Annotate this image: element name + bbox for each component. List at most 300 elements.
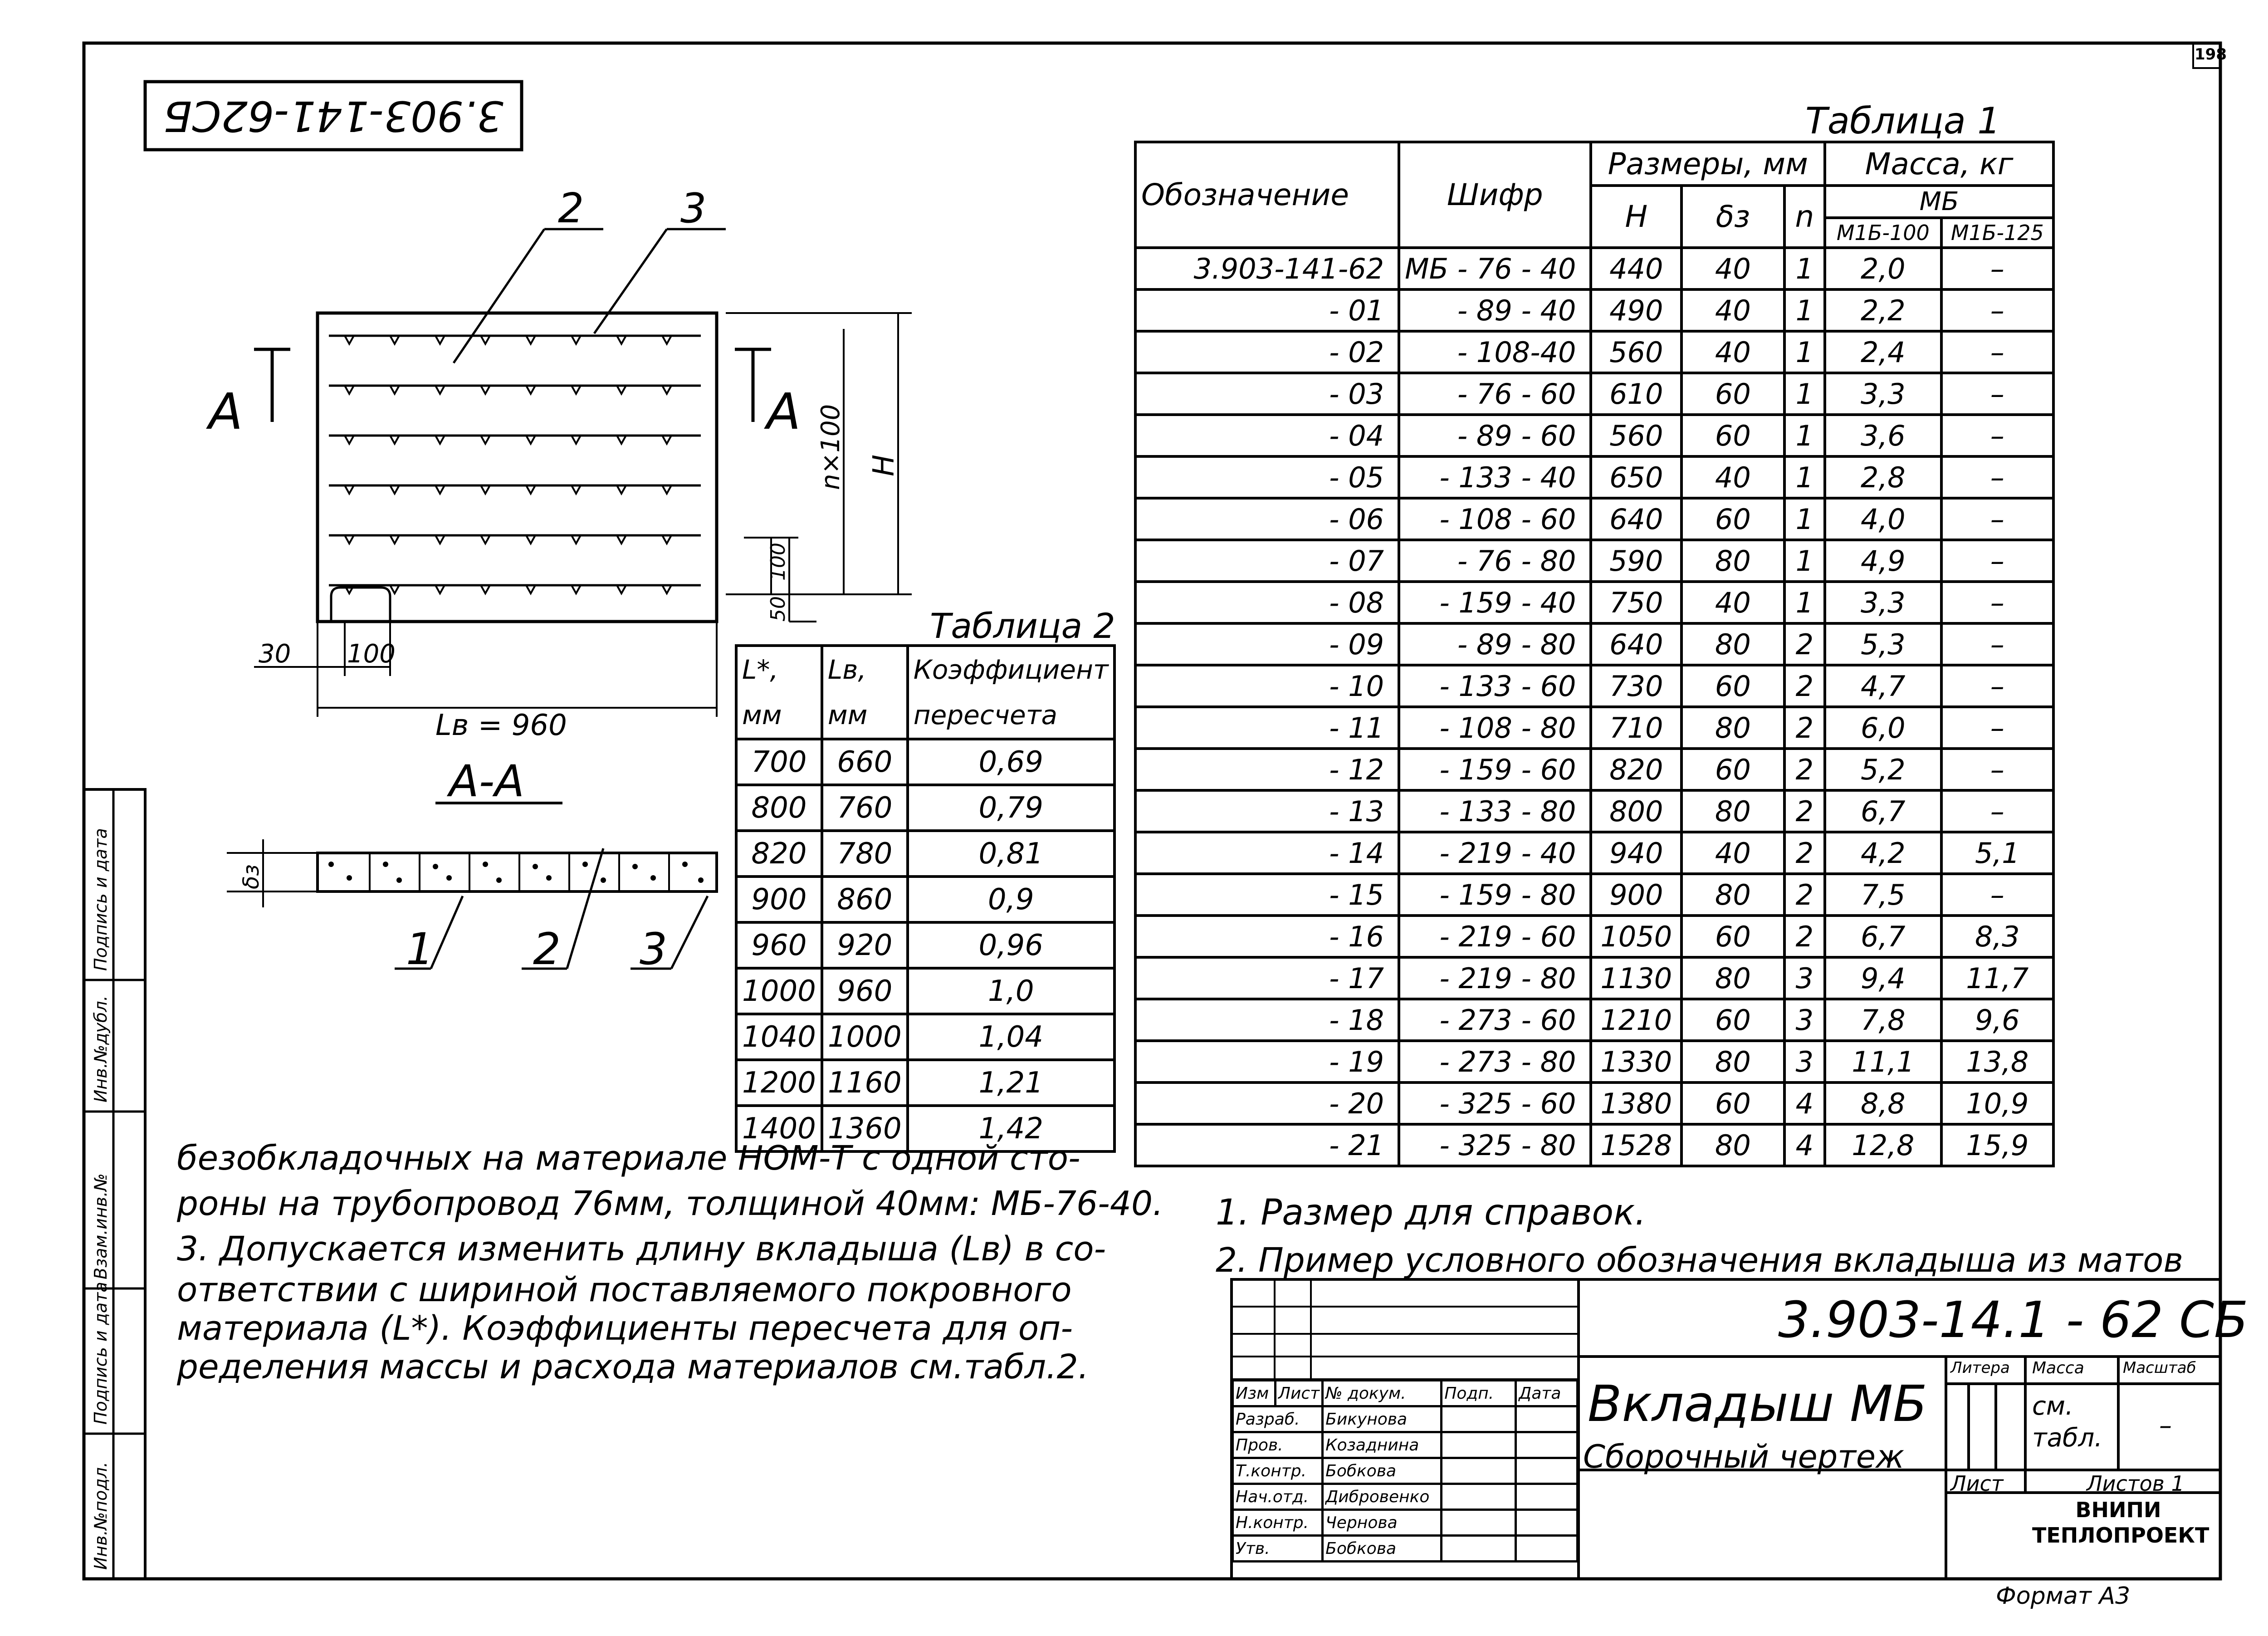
- table1-cell: –: [1941, 790, 2053, 832]
- table1-cell: - 16: [1135, 916, 1399, 957]
- table1-cell: 4,2: [1825, 832, 1941, 874]
- table1-cell: 80: [1681, 707, 1784, 749]
- table1-cell: –: [1941, 373, 2053, 415]
- stitch-ticks: [345, 336, 671, 593]
- section-label-left: А: [209, 382, 243, 441]
- table1-cell: –: [1941, 498, 2053, 540]
- title-block-name: Вкладыш МБ: [1588, 1375, 1927, 1433]
- table1-cell: –: [1941, 540, 2053, 582]
- table1-cell: 1: [1784, 373, 1825, 415]
- signature-row: [1233, 1458, 1578, 1484]
- table1-cell: - 108-40: [1399, 331, 1591, 373]
- table1-cell: 8,3: [1941, 916, 2053, 957]
- table1-cell: 1528: [1591, 1124, 1681, 1166]
- part-3: 3: [640, 924, 668, 975]
- signature-role: Пров.: [1233, 1432, 1323, 1458]
- note-left-2: роны на трубопровод 76мм, толщиной 40мм: МБ-76-40.: [177, 1184, 1163, 1223]
- tb-col-doc: № докум.: [1323, 1381, 1442, 1406]
- table2-row: [736, 785, 1114, 831]
- table1-row: [1135, 373, 2053, 415]
- table1-row: [1135, 916, 2053, 957]
- table1-cell: –: [1941, 415, 2053, 456]
- signature-role: Утв.: [1233, 1536, 1323, 1562]
- table1-cell: 40: [1681, 331, 1784, 373]
- th-mb: МБ: [1825, 186, 2053, 218]
- table2: [735, 644, 1116, 1153]
- table1-cell: - 133 - 60: [1399, 665, 1591, 707]
- table2-row: [736, 739, 1114, 785]
- side-label-sign-2: Подпись и дата: [91, 828, 111, 971]
- table1-cell: 560: [1591, 415, 1681, 456]
- table1-cell: 6,0: [1825, 707, 1941, 749]
- signature-person: Бикунова: [1323, 1406, 1442, 1432]
- table1-cell: 5,3: [1825, 623, 1941, 665]
- table1-cell: 3,3: [1825, 373, 1941, 415]
- table1-cell: 650: [1591, 456, 1681, 498]
- table1-row: [1135, 289, 2053, 331]
- th-mb100: М1Б-100: [1825, 218, 1941, 248]
- note-left-1: безобкладочных на материале НОМ-Т с одной сто-: [177, 1139, 1080, 1178]
- title-block-subtitle: Сборочный чертеж: [1583, 1438, 1905, 1475]
- table2-cell: 1000: [736, 968, 822, 1014]
- table2-cell: 1,42: [908, 1106, 1114, 1151]
- table1-cell: МБ - 76 - 40: [1399, 248, 1591, 289]
- table1-cell: 3,6: [1825, 415, 1941, 456]
- table1-cell: - 89 - 60: [1399, 415, 1591, 456]
- table1-cell: 40: [1681, 582, 1784, 623]
- table1-cell: 80: [1681, 1124, 1784, 1166]
- table1-row: [1135, 1083, 2053, 1124]
- table1-cell: - 07: [1135, 540, 1399, 582]
- table1-cell: 60: [1681, 749, 1784, 790]
- signature-table: [1232, 1379, 1579, 1563]
- tb-col-sign: Подп.: [1442, 1381, 1516, 1406]
- signature-cell: [1442, 1432, 1516, 1458]
- page-number: 198: [2195, 45, 2227, 64]
- table2-row: [736, 1060, 1114, 1106]
- tb-scale: Масштаб: [2123, 1359, 2196, 1377]
- table1-cell: 4: [1784, 1124, 1825, 1166]
- side-label-inv: Инв.№подл.: [91, 1461, 111, 1570]
- table1-row: [1135, 832, 2053, 874]
- note-left-4: ответствии с шириной поставляемого покровного: [177, 1270, 1072, 1309]
- table1-cell: 40: [1681, 832, 1784, 874]
- th-designation: Обозначение: [1135, 142, 1399, 248]
- note-left-5: материала (L*). Коэффициенты пересчета для оп-: [177, 1309, 1073, 1348]
- table1-row: [1135, 582, 2053, 623]
- table1-cell: 2: [1784, 874, 1825, 916]
- table1-cell: - 11: [1135, 707, 1399, 749]
- table1-cell: 3.903-141-62: [1135, 248, 1399, 289]
- side-label-sign-1: Подпись и дата: [91, 1282, 111, 1425]
- table1-cell: 80: [1681, 540, 1784, 582]
- table2-cell: 900: [736, 877, 822, 922]
- dim-H: H: [867, 454, 901, 476]
- table1-cell: 5,1: [1941, 832, 2053, 874]
- table1-cell: 590: [1591, 540, 1681, 582]
- table2-cell: 0,69: [908, 739, 1114, 785]
- date-cell: [1516, 1432, 1578, 1458]
- th-mb125: М1Б-125: [1941, 218, 2053, 248]
- table2-row: [736, 1014, 1114, 1060]
- table1-cell: 1: [1784, 248, 1825, 289]
- dim-30: 30: [259, 639, 291, 669]
- table1-cell: 640: [1591, 498, 1681, 540]
- table1-cell: 60: [1681, 665, 1784, 707]
- t2-h-Lv: Lв,: [822, 646, 908, 692]
- table1-cell: 900: [1591, 874, 1681, 916]
- th-delta: δз: [1681, 186, 1784, 248]
- table1-cell: 4,0: [1825, 498, 1941, 540]
- table1-cell: - 273 - 80: [1399, 1041, 1591, 1083]
- table1-cell: 80: [1681, 874, 1784, 916]
- dim-100-horizontal: 100: [347, 639, 396, 669]
- signature-cell: [1442, 1458, 1516, 1484]
- date-cell: [1516, 1406, 1578, 1432]
- signature-cell: [1442, 1406, 1516, 1432]
- table1-cell: - 08: [1135, 582, 1399, 623]
- table2-cell: 960: [822, 968, 908, 1014]
- t2-h-L: L*,: [736, 646, 822, 692]
- table1-cell: 2,2: [1825, 289, 1941, 331]
- table1-cell: - 325 - 60: [1399, 1083, 1591, 1124]
- table2-cell: 860: [822, 877, 908, 922]
- table2-cell: 0,9: [908, 877, 1114, 922]
- table2-cell: 0,81: [908, 831, 1114, 877]
- table1-cell: 3: [1784, 999, 1825, 1041]
- part-2: 2: [533, 924, 561, 975]
- signature-row: [1233, 1432, 1578, 1458]
- table2-cell: 1160: [822, 1060, 908, 1106]
- table1-cell: - 04: [1135, 415, 1399, 456]
- tb-sheet: Лист: [1950, 1471, 2004, 1496]
- table2-cell: 0,79: [908, 785, 1114, 831]
- signature-row: [1233, 1510, 1578, 1536]
- table1-cell: 640: [1591, 623, 1681, 665]
- table1-cell: 1: [1784, 540, 1825, 582]
- table1-cell: - 325 - 80: [1399, 1124, 1591, 1166]
- table1-cell: 5,2: [1825, 749, 1941, 790]
- dim-n100: n×100: [816, 404, 846, 490]
- table1-cell: 1210: [1591, 999, 1681, 1041]
- table1-cell: - 159 - 80: [1399, 874, 1591, 916]
- table1-cell: 80: [1681, 623, 1784, 665]
- dim-100-vertical: 100: [767, 543, 790, 581]
- title-block-code: 3.903-14.1 - 62 СБ: [1778, 1291, 2248, 1349]
- section-title: А-А: [449, 756, 524, 807]
- tb-mass-value: см. табл.: [2032, 1391, 2103, 1453]
- table1-cell: 9,4: [1825, 957, 1941, 999]
- signature-role: Т.контр.: [1233, 1458, 1323, 1484]
- table1-row: [1135, 790, 2053, 832]
- table1-cell: - 01: [1135, 289, 1399, 331]
- table1-cell: - 21: [1135, 1124, 1399, 1166]
- table1-cell: - 05: [1135, 456, 1399, 498]
- tb-col-list: Лист: [1275, 1381, 1322, 1406]
- section-strip: [318, 853, 717, 891]
- table2-cell: 1040: [736, 1014, 822, 1060]
- table2-cell: 780: [822, 831, 908, 877]
- tb-col-izm: Изм: [1233, 1381, 1276, 1406]
- table1-cell: 560: [1591, 331, 1681, 373]
- table1-cell: 3,3: [1825, 582, 1941, 623]
- table1-cell: - 12: [1135, 749, 1399, 790]
- table2-cell: 1200: [736, 1060, 822, 1106]
- signature-row: [1233, 1484, 1578, 1510]
- table1-cell: - 09: [1135, 623, 1399, 665]
- table1-cell: 440: [1591, 248, 1681, 289]
- table1-cell: 80: [1681, 1041, 1784, 1083]
- table1-cell: 2: [1784, 623, 1825, 665]
- table1-cell: –: [1941, 331, 2053, 373]
- table1-cell: - 108 - 60: [1399, 498, 1591, 540]
- table1-cell: - 18: [1135, 999, 1399, 1041]
- signature-role: Н.контр.: [1233, 1510, 1323, 1536]
- table1-cell: 11,7: [1941, 957, 2053, 999]
- table1-cell: - 76 - 60: [1399, 373, 1591, 415]
- table1-cell: - 159 - 60: [1399, 749, 1591, 790]
- table1-cell: - 20: [1135, 1083, 1399, 1124]
- tb-sheets: Листов 1: [2087, 1471, 2185, 1496]
- table1-cell: 730: [1591, 665, 1681, 707]
- table1-cell: 3: [1784, 1041, 1825, 1083]
- signature-person: Дибровенко: [1323, 1484, 1442, 1510]
- table1-cell: 60: [1681, 916, 1784, 957]
- table1-cell: 60: [1681, 415, 1784, 456]
- date-cell: [1516, 1484, 1578, 1510]
- table1-cell: - 10: [1135, 665, 1399, 707]
- table1-cell: - 06: [1135, 498, 1399, 540]
- table1-cell: 3: [1784, 957, 1825, 999]
- table1-cell: - 133 - 40: [1399, 456, 1591, 498]
- part-1: 1: [406, 924, 434, 975]
- table1-cell: 1130: [1591, 957, 1681, 999]
- table1-cell: 10,9: [1941, 1083, 2053, 1124]
- tb-litera: Литера: [1950, 1359, 2010, 1377]
- signature-row: [1233, 1406, 1578, 1432]
- table1-row: [1135, 707, 2053, 749]
- table1-cell: –: [1941, 248, 2053, 289]
- table1-cell: - 159 - 40: [1399, 582, 1591, 623]
- table2-cell: 1400: [736, 1106, 822, 1151]
- table1-row: [1135, 540, 2053, 582]
- table2-cell: 1,0: [908, 968, 1114, 1014]
- table1-cell: 4,9: [1825, 540, 1941, 582]
- table1-cell: –: [1941, 582, 2053, 623]
- tb-mass: Масса: [2032, 1359, 2084, 1377]
- table1-cell: - 89 - 40: [1399, 289, 1591, 331]
- table1-cell: 1330: [1591, 1041, 1681, 1083]
- note-right-2: 2. Пример условного обозначения вкладыша из матов: [1216, 1241, 2183, 1280]
- table1-cell: 6,7: [1825, 916, 1941, 957]
- table2-cell: 1,21: [908, 1060, 1114, 1106]
- table1-row: [1135, 874, 2053, 916]
- date-cell: [1516, 1458, 1578, 1484]
- table1-cell: –: [1941, 665, 2053, 707]
- table1-cell: 40: [1681, 289, 1784, 331]
- table1-row: [1135, 415, 2053, 456]
- table1-row: [1135, 999, 2053, 1041]
- table1-cell: 60: [1681, 999, 1784, 1041]
- table1-cell: –: [1941, 874, 2053, 916]
- format-label: Формат А3: [1996, 1582, 2131, 1610]
- table1-cell: –: [1941, 707, 2053, 749]
- signature-cell: [1442, 1484, 1516, 1510]
- table1-row: [1135, 665, 2053, 707]
- table1-cell: 2,0: [1825, 248, 1941, 289]
- table2-cell: 0,96: [908, 922, 1114, 968]
- table1-cell: 4,7: [1825, 665, 1941, 707]
- table1: [1134, 141, 2055, 1167]
- table1-cell: 60: [1681, 1083, 1784, 1124]
- table2-cell: 800: [736, 785, 822, 831]
- table1-row: [1135, 498, 2053, 540]
- signature-cell: [1442, 1536, 1516, 1562]
- table2-cell: 1,04: [908, 1014, 1114, 1060]
- table1-cell: 2,8: [1825, 456, 1941, 498]
- table1-cell: 2: [1784, 707, 1825, 749]
- table1-cell: 15,9: [1941, 1124, 2053, 1166]
- table2-cell: 820: [736, 831, 822, 877]
- table1-cell: 7,5: [1825, 874, 1941, 916]
- table1-cell: 2: [1784, 790, 1825, 832]
- table1-cell: –: [1941, 623, 2053, 665]
- table1-cell: 610: [1591, 373, 1681, 415]
- table2-cell: 700: [736, 739, 822, 785]
- table2-caption: Таблица 2: [930, 606, 1115, 646]
- table1-cell: 2: [1784, 832, 1825, 874]
- th-mass: Масса, кг: [1825, 142, 2053, 186]
- table1-cell: –: [1941, 456, 2053, 498]
- table1-cell: 1: [1784, 415, 1825, 456]
- table1-cell: 11,1: [1825, 1041, 1941, 1083]
- table1-row: [1135, 623, 2053, 665]
- table1-cell: - 03: [1135, 373, 1399, 415]
- section-label-right: А: [767, 382, 801, 441]
- table1-cell: - 19: [1135, 1041, 1399, 1083]
- table1-cell: - 219 - 80: [1399, 957, 1591, 999]
- table1-cell: 940: [1591, 832, 1681, 874]
- table1-cell: 800: [1591, 790, 1681, 832]
- table1-cell: 490: [1591, 289, 1681, 331]
- t2-h-mm-1: мм: [736, 692, 822, 739]
- callout-2: 2: [558, 185, 584, 232]
- table1-cell: 12,8: [1825, 1124, 1941, 1166]
- table1-caption: Таблица 1: [1805, 100, 2001, 142]
- table1-cell: 2,4: [1825, 331, 1941, 373]
- side-label-dup: Инв.№дубл.: [91, 995, 111, 1102]
- dim-L: Lв = 960: [435, 709, 567, 742]
- table1-cell: - 219 - 40: [1399, 832, 1591, 874]
- note-left-6: ределения массы и расхода материалов см.табл.2.: [177, 1347, 1089, 1386]
- table1-cell: - 133 - 80: [1399, 790, 1591, 832]
- note-right-1: 1. Размер для справок.: [1216, 1192, 1646, 1233]
- table1-cell: 2: [1784, 749, 1825, 790]
- table1-cell: - 17: [1135, 957, 1399, 999]
- table1-cell: 750: [1591, 582, 1681, 623]
- table1-row: [1135, 1124, 2053, 1166]
- table1-cell: 1: [1784, 289, 1825, 331]
- table1-row: [1135, 957, 2053, 999]
- table1-cell: 80: [1681, 790, 1784, 832]
- table2-row: [736, 877, 1114, 922]
- table1-cell: –: [1941, 749, 2053, 790]
- table1-cell: 8,8: [1825, 1083, 1941, 1124]
- table1-cell: 1: [1784, 582, 1825, 623]
- table2-cell: 1000: [822, 1014, 908, 1060]
- signature-role: Разраб.: [1233, 1406, 1323, 1432]
- date-cell: [1516, 1510, 1578, 1536]
- table2-cell: 1360: [822, 1106, 908, 1151]
- table1-cell: 40: [1681, 456, 1784, 498]
- date-cell: [1516, 1536, 1578, 1562]
- table1-cell: 9,6: [1941, 999, 2053, 1041]
- table1-cell: 710: [1591, 707, 1681, 749]
- th-sizes: Размеры, мм: [1591, 142, 1825, 186]
- table1-cell: –: [1941, 289, 2053, 331]
- table2-cell: 760: [822, 785, 908, 831]
- table1-cell: 1: [1784, 331, 1825, 373]
- table1-cell: 60: [1681, 373, 1784, 415]
- table1-cell: 80: [1681, 957, 1784, 999]
- th-H: H: [1591, 186, 1681, 248]
- table1-cell: 1050: [1591, 916, 1681, 957]
- table2-cell: 660: [822, 739, 908, 785]
- table1-cell: 2: [1784, 916, 1825, 957]
- tb-scale-value: –: [2159, 1411, 2172, 1440]
- table1-cell: 1: [1784, 498, 1825, 540]
- th-code: Шифр: [1399, 142, 1591, 248]
- dim-50: 50: [767, 596, 790, 622]
- signature-person: Бобкова: [1323, 1536, 1442, 1562]
- table1-cell: - 15: [1135, 874, 1399, 916]
- signature-role: Нач.отд.: [1233, 1484, 1323, 1510]
- table1-row: [1135, 749, 2053, 790]
- table1-cell: 6,7: [1825, 790, 1941, 832]
- table2-cell: 920: [822, 922, 908, 968]
- table1-row: [1135, 248, 2053, 289]
- table1-row: [1135, 331, 2053, 373]
- signature-person: Бобкова: [1323, 1458, 1442, 1484]
- table1-cell: 820: [1591, 749, 1681, 790]
- table1-cell: - 76 - 80: [1399, 540, 1591, 582]
- table2-row: [736, 831, 1114, 877]
- table1-cell: 2: [1784, 665, 1825, 707]
- signature-person: Козаднина: [1323, 1432, 1442, 1458]
- mat-plan-view: [318, 313, 717, 622]
- table2-row: [736, 922, 1114, 968]
- signature-row: [1233, 1536, 1578, 1562]
- callout-3: 3: [680, 185, 707, 232]
- t2-h-coef: Коэффициент: [908, 646, 1114, 692]
- tb-org: ВНИПИ ТЕПЛОПРОЕКТ: [2032, 1498, 2209, 1548]
- stitch-lines: [329, 336, 701, 585]
- table1-cell: 4: [1784, 1083, 1825, 1124]
- table1-cell: - 14: [1135, 832, 1399, 874]
- dim-delta: δз: [239, 864, 264, 889]
- doc-code-rotated: 3.903-141-62СБ: [163, 92, 503, 140]
- table1-cell: 7,8: [1825, 999, 1941, 1041]
- table2-row: [736, 968, 1114, 1014]
- t2-h-mm-2: мм: [822, 692, 908, 739]
- table1-cell: 40: [1681, 248, 1784, 289]
- signature-person: Чернова: [1323, 1510, 1442, 1536]
- table1-cell: - 02: [1135, 331, 1399, 373]
- side-label-replace: Взам.инв.№: [91, 1173, 111, 1279]
- table1-cell: - 13: [1135, 790, 1399, 832]
- table1-cell: 60: [1681, 498, 1784, 540]
- th-n: n: [1784, 186, 1825, 248]
